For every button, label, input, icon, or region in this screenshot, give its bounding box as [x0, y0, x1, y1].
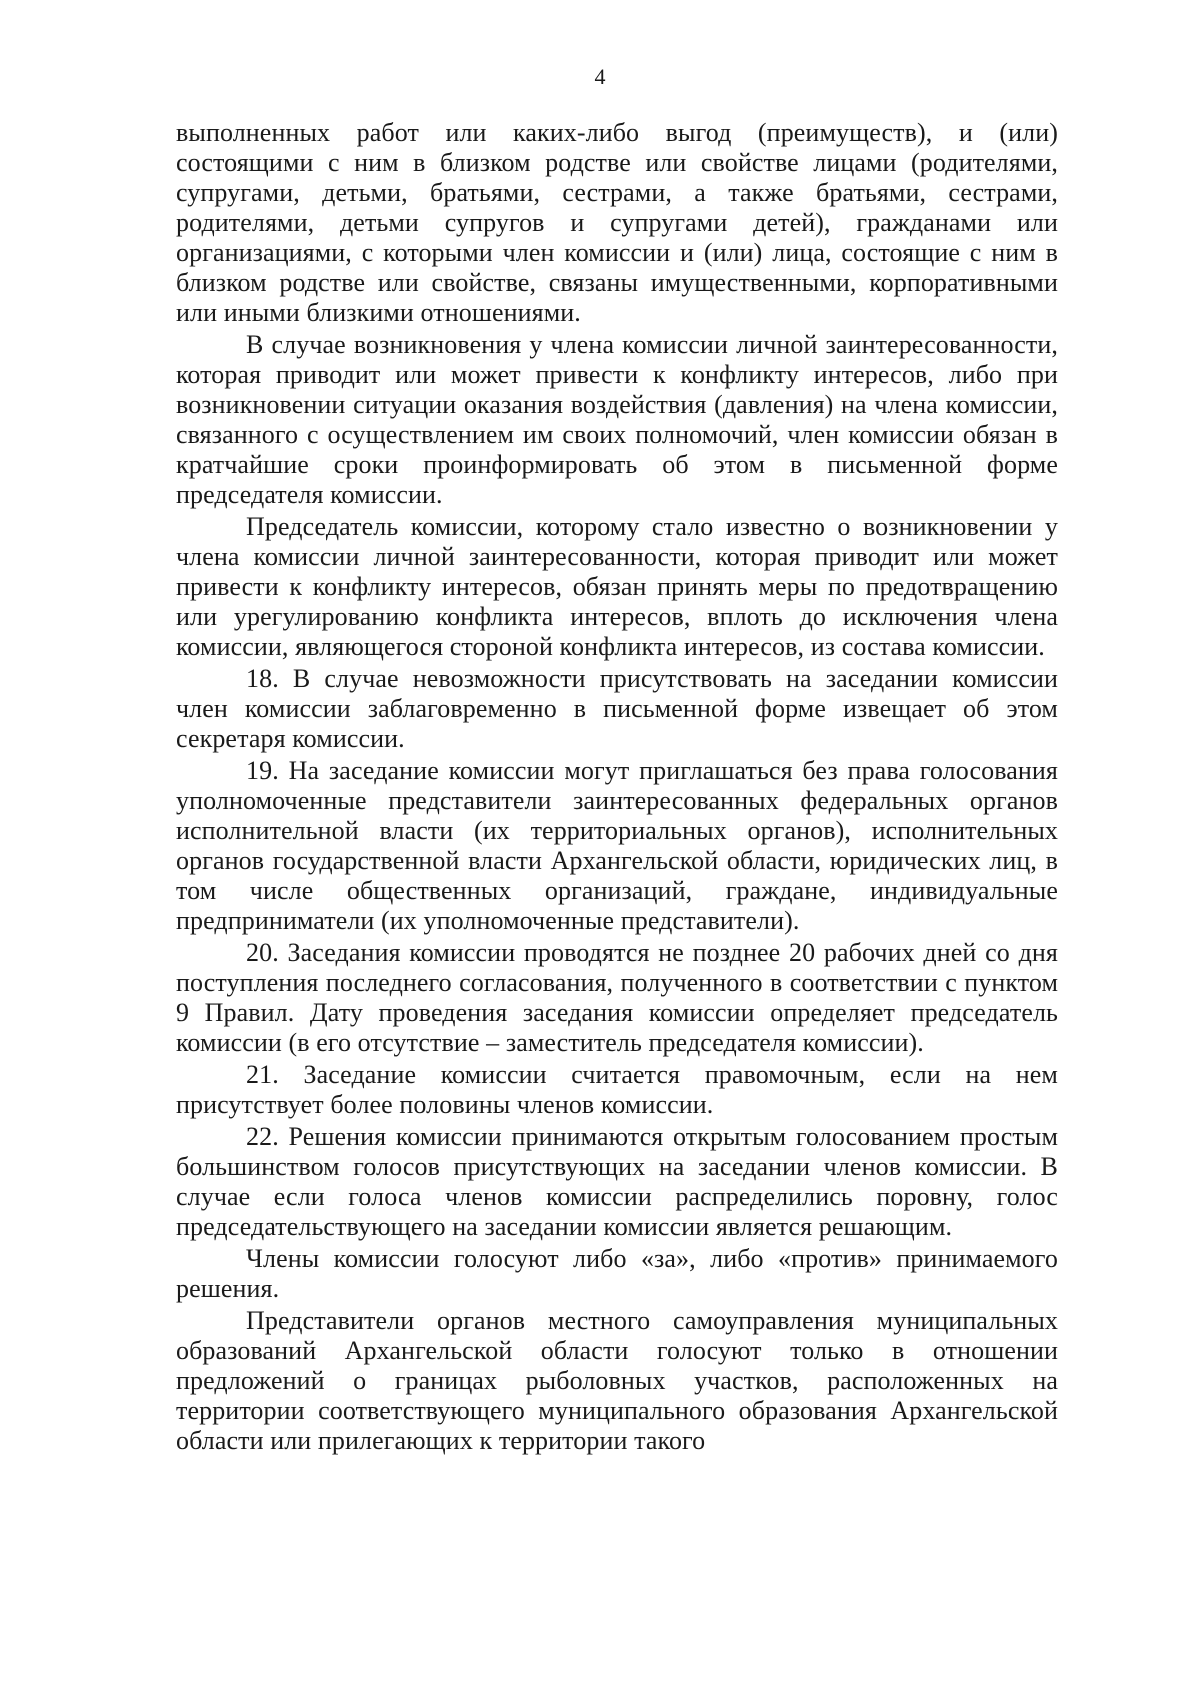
- paragraph-voting: Члены комиссии голосуют либо «за», либо «против» принимаемого решения.: [176, 1244, 1058, 1303]
- paragraph-item-18: 18. В случае невозможности присутствовать на заседании комиссии член комиссии заблаговременно в письменной форме извещает об этом секретаря комиссии.: [176, 664, 1058, 753]
- paragraph-3: Председатель комиссии, которому стало известно о возникновении у члена комиссии личной заинтересованности, которая приводит или может привести к конфликту интересов, обязан принять меры по предотвращению или урегулированию конфликта интересов, вплоть до исключения члена комиссии, являющегося стороной конфликта интересов, из состава комиссии.: [176, 512, 1058, 661]
- paragraph-item-19: 19. На заседание комиссии могут приглашаться без права голосования уполномоченные представители заинтересованных федеральных органов исполнительной власти (их территориальных органов), исполнительных органов государственной власти Архангельской области, юридических лиц, в том числе общественных организаций, граждане, индивидуальные предприниматели (их уполномоченные представители).: [176, 756, 1058, 935]
- paragraph-1: выполненных работ или каких-либо выгод (преимуществ), и (или) состоящими с ним в близком родстве или свойстве лицами (родителями, супругами, детьми, братьями, сестрами, а также братьями, сестрами, родителями, детьми супругов и супругами детей), гражданами или организациями, с которыми член комиссии и (или) лица, состоящие с ним в близком родстве или свойстве, связаны имущественными, корпоративными или иными близкими отношениями.: [176, 118, 1058, 327]
- paragraph-item-22: 22. Решения комиссии принимаются открытым голосованием простым большинством голосов присутствующих на заседании членов комиссии. В случае если голоса членов комиссии распределились поровну, голос председательствующего на заседании комиссии является решающим.: [176, 1122, 1058, 1241]
- paragraph-item-20: 20. Заседания комиссии проводятся не позднее 20 рабочих дней со дня поступления последнего согласования, полученного в соответствии с пунктом 9 Правил. Дату проведения заседания комиссии определяет председатель комиссии (в его отсутствие – заместитель председателя комиссии).: [176, 938, 1058, 1057]
- paragraph-2: В случае возникновения у члена комиссии личной заинтересованности, которая приводит или может привести к конфликту интересов, либо при возникновении ситуации оказания воздействия (давления) на члена комиссии, связанного с осуществлением им своих полномочий, член комиссии обязан в кратчайшие сроки проинформировать об этом в письменной форме председателя комиссии.: [176, 330, 1058, 509]
- paragraph-item-21: 21. Заседание комиссии считается правомочным, если на нем присутствует более половины членов комиссии.: [176, 1060, 1058, 1119]
- page-number: 4: [594, 64, 606, 89]
- document-body: [176, 118, 1058, 1456]
- paragraph-municipal-representatives: Представители органов местного самоуправления муниципальных образований Архангельской области голосуют только в отношении предложений о границах рыболовных участков, расположенных на территории соответствующего муниципального образования Архангельской области или прилегающих к территории такого: [176, 1306, 1058, 1455]
